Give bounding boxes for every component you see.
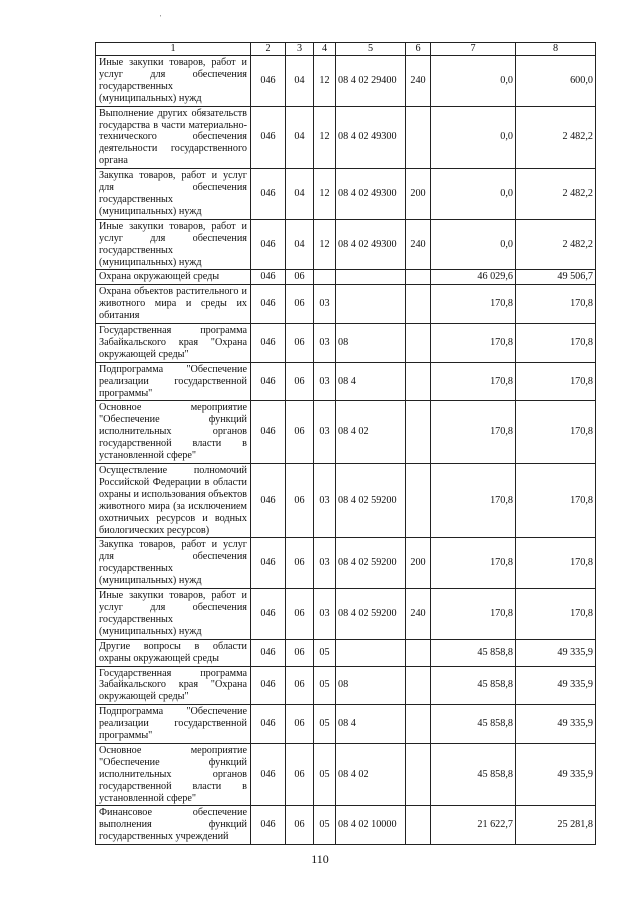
target-article-cell: 08 4 02 29400 [336,56,406,107]
col-header: 5 [336,43,406,56]
expense-type-cell [406,324,431,363]
target-article-cell: 08 4 [336,705,406,744]
row-name-cell: Основное мероприятие "Обеспечение функций исполнительных органов государственной власти в установленной сфере" [96,401,251,464]
ministry-code-cell: 046 [251,324,286,363]
expense-type-cell [406,362,431,401]
row-name-cell: Финансовое обеспечение выполнения функций государственных учреждений [96,806,251,845]
page-number: 110 [311,852,329,866]
amount-col8-cell: 2 482,2 [516,219,596,270]
amount-col7-cell: 46 029,6 [431,270,516,285]
amount-col8-cell: 170,8 [516,285,596,324]
expense-type-cell [406,666,431,705]
col-header: 6 [406,43,431,56]
table-row [96,806,596,845]
section-code-cell: 04 [286,106,314,169]
table-row [96,56,596,107]
target-article-cell: 08 4 02 49300 [336,219,406,270]
row-name-cell: Охрана объектов растительного и животного мира и среды их обитания [96,285,251,324]
table-row [96,285,596,324]
ministry-code-cell: 046 [251,743,286,806]
ministry-code-cell: 046 [251,106,286,169]
expense-type-cell [406,285,431,324]
table-row [96,106,596,169]
amount-col7-cell: 0,0 [431,56,516,107]
table-row [96,324,596,363]
section-code-cell: 06 [286,324,314,363]
subsection-code-cell: 03 [314,285,336,324]
section-code-cell: 06 [286,538,314,589]
section-code-cell: 06 [286,743,314,806]
subsection-code-cell: 12 [314,219,336,270]
amount-col7-cell: 170,8 [431,362,516,401]
amount-col7-cell: 170,8 [431,324,516,363]
row-name-cell: Государственная программа Забайкальского края "Охрана окружающей среды" [96,324,251,363]
amount-col8-cell: 170,8 [516,362,596,401]
subsection-code-cell: 05 [314,743,336,806]
amount-col7-cell: 170,8 [431,285,516,324]
ministry-code-cell: 046 [251,589,286,640]
amount-col8-cell: 2 482,2 [516,169,596,220]
section-code-cell: 06 [286,464,314,538]
amount-col8-cell: 170,8 [516,538,596,589]
table-row [96,169,596,220]
col-header: 1 [96,43,251,56]
amount-col7-cell: 0,0 [431,169,516,220]
row-name-cell: Подпрограмма "Обеспечение реализации государственной программы" [96,362,251,401]
target-article-cell: 08 4 02 49300 [336,169,406,220]
subsection-code-cell: 03 [314,464,336,538]
table-row [96,589,596,640]
amount-col7-cell: 0,0 [431,106,516,169]
amount-col8-cell: 49 335,9 [516,666,596,705]
ministry-code-cell: 046 [251,270,286,285]
section-code-cell: 04 [286,219,314,270]
subsection-code-cell: 12 [314,169,336,220]
ministry-code-cell: 046 [251,806,286,845]
ministry-code-cell: 046 [251,464,286,538]
table-row [96,219,596,270]
subsection-code-cell: 03 [314,324,336,363]
ministry-code-cell: 046 [251,639,286,666]
target-article-cell [336,270,406,285]
section-code-cell: 04 [286,56,314,107]
amount-col7-cell: 45 858,8 [431,743,516,806]
amount-col8-cell: 2 482,2 [516,106,596,169]
expense-type-cell [406,806,431,845]
target-article-cell: 08 4 02 [336,743,406,806]
subsection-code-cell [314,270,336,285]
col-header: 4 [314,43,336,56]
section-code-cell: 06 [286,362,314,401]
subsection-code-cell: 05 [314,806,336,845]
amount-col8-cell: 170,8 [516,401,596,464]
amount-col8-cell: 49 335,9 [516,639,596,666]
amount-col8-cell: 49 335,9 [516,705,596,744]
amount-col7-cell: 45 858,8 [431,705,516,744]
expense-type-cell [406,270,431,285]
amount-col8-cell: 170,8 [516,589,596,640]
subsection-code-cell: 12 [314,56,336,107]
subsection-code-cell: 12 [314,106,336,169]
row-name-cell: Выполнение других обязательств государства в части материально-технического обеспечения деятельности государственного органа [96,106,251,169]
ministry-code-cell: 046 [251,56,286,107]
row-name-cell: Осуществление полномочий Российской Федерации в области охраны и использования объектов животного мира (за исключением охотничьих ресурсов и водных биологических ресурсов) [96,464,251,538]
row-name-cell: Закупка товаров, работ и услуг для обеспечения государственных (муниципальных) нужд [96,169,251,220]
col-header: 8 [516,43,596,56]
expense-type-cell: 240 [406,219,431,270]
subsection-code-cell: 03 [314,538,336,589]
table-row [96,743,596,806]
expense-type-cell [406,401,431,464]
amount-col7-cell: 170,8 [431,401,516,464]
target-article-cell [336,639,406,666]
ministry-code-cell: 046 [251,666,286,705]
table-row [96,666,596,705]
subsection-code-cell: 05 [314,666,336,705]
amount-col8-cell: 170,8 [516,324,596,363]
col-header: 2 [251,43,286,56]
row-name-cell: Закупка товаров, работ и услуг для обеспечения государственных (муниципальных) нужд [96,538,251,589]
table-row [96,464,596,538]
ministry-code-cell: 046 [251,362,286,401]
target-article-cell: 08 4 02 59200 [336,589,406,640]
subsection-code-cell: 03 [314,589,336,640]
expense-type-cell [406,705,431,744]
subsection-code-cell: 03 [314,362,336,401]
expense-type-cell [406,743,431,806]
ministry-code-cell: 046 [251,169,286,220]
row-name-cell: Иные закупки товаров, работ и услуг для обеспечения государственных (муниципальных) нужд [96,589,251,640]
expense-type-cell: 200 [406,169,431,220]
row-name-cell: Охрана окружающей среды [96,270,251,285]
amount-col7-cell: 170,8 [431,538,516,589]
amount-col8-cell: 25 281,8 [516,806,596,845]
amount-col8-cell: 49 506,7 [516,270,596,285]
section-code-cell: 06 [286,639,314,666]
amount-col8-cell: 600,0 [516,56,596,107]
row-name-cell: Государственная программа Забайкальского края "Охрана окружающей среды" [96,666,251,705]
row-name-cell: Подпрограмма "Обеспечение реализации государственной программы" [96,705,251,744]
target-article-cell: 08 4 02 [336,401,406,464]
section-code-cell: 06 [286,589,314,640]
subsection-code-cell: 05 [314,705,336,744]
amount-col7-cell: 170,8 [431,589,516,640]
expense-type-cell [406,464,431,538]
expense-type-cell: 240 [406,56,431,107]
amount-col7-cell: 170,8 [431,464,516,538]
expense-type-cell [406,639,431,666]
target-article-cell: 08 4 02 49300 [336,106,406,169]
amount-col7-cell: 45 858,8 [431,666,516,705]
ministry-code-cell: 046 [251,401,286,464]
col-header: 7 [431,43,516,56]
subsection-code-cell: 03 [314,401,336,464]
target-article-cell: 08 4 02 10000 [336,806,406,845]
row-name-cell: Иные закупки товаров, работ и услуг для обеспечения государственных (муниципальных) нужд [96,219,251,270]
target-article-cell: 08 4 [336,362,406,401]
amount-col8-cell: 170,8 [516,464,596,538]
section-code-cell: 06 [286,806,314,845]
row-name-cell: Иные закупки товаров, работ и услуг для обеспечения государственных (муниципальных) нужд [96,56,251,107]
table-row [96,270,596,285]
table-row [96,705,596,744]
header-row [96,43,596,56]
amount-col7-cell: 21 622,7 [431,806,516,845]
target-article-cell: 08 4 02 59200 [336,464,406,538]
expense-type-cell: 240 [406,589,431,640]
section-code-cell: 06 [286,401,314,464]
ministry-code-cell: 046 [251,705,286,744]
ministry-code-cell: 046 [251,538,286,589]
ministry-code-cell: 046 [251,285,286,324]
target-article-cell: 08 4 02 59200 [336,538,406,589]
expense-type-cell: 200 [406,538,431,589]
amount-col7-cell: 45 858,8 [431,639,516,666]
target-article-cell [336,285,406,324]
target-article-cell: 08 [336,666,406,705]
section-code-cell: 06 [286,666,314,705]
table-row [96,538,596,589]
row-name-cell: Основное мероприятие "Обеспечение функций исполнительных органов государственной власти в установленной сфере" [96,743,251,806]
section-code-cell: 06 [286,705,314,744]
row-name-cell: Другие вопросы в области охраны окружающей среды [96,639,251,666]
page-mark: ' [160,14,162,22]
table-row [96,401,596,464]
target-article-cell: 08 [336,324,406,363]
table-row [96,362,596,401]
budget-table [95,42,596,845]
subsection-code-cell: 05 [314,639,336,666]
section-code-cell: 06 [286,285,314,324]
expense-type-cell [406,106,431,169]
ministry-code-cell: 046 [251,219,286,270]
section-code-cell: 06 [286,270,314,285]
col-header: 3 [286,43,314,56]
amount-col7-cell: 0,0 [431,219,516,270]
amount-col8-cell: 49 335,9 [516,743,596,806]
table-row [96,639,596,666]
section-code-cell: 04 [286,169,314,220]
